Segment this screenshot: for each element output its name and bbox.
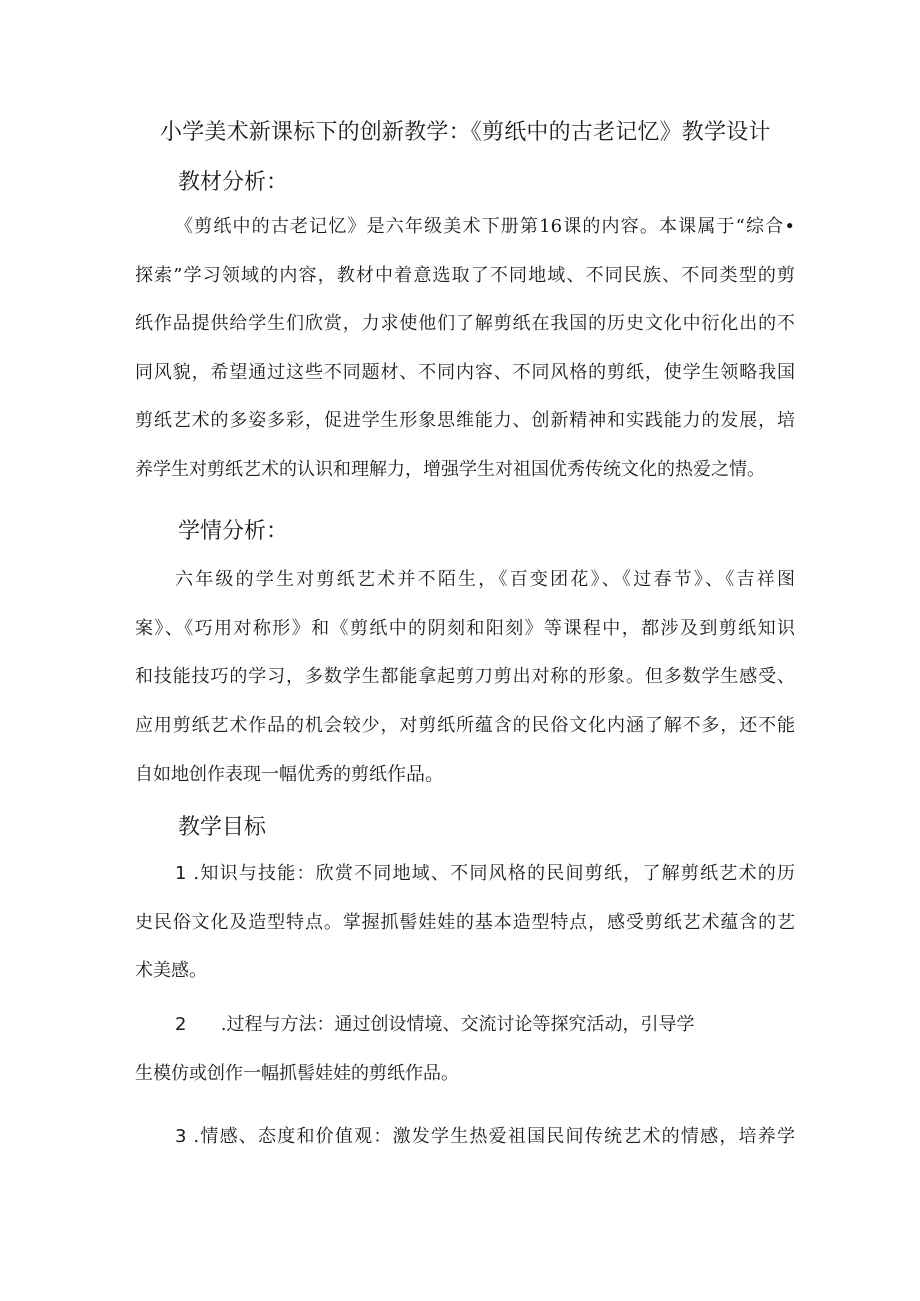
goal-number: 1 (175, 863, 187, 884)
text-line: 术美感。 (135, 960, 207, 981)
text-line: 史民俗文化及造型特点。掌握抓髻娃娃的基本造型特点，感受剪纸艺术蕴含的艺 (135, 911, 795, 933)
heading-teaching-goals: 教学目标 (178, 815, 267, 840)
goal-number: 3 (175, 1126, 187, 1147)
text-line (135, 1001, 735, 1050)
goal-number: 2 (175, 1014, 187, 1035)
text-line: 和技能技巧的学习，多数学生都能拿起剪刀剪出对称的形象。但多数学生感受、 (135, 666, 795, 687)
heading-student-analysis: 学情分析： (178, 519, 289, 544)
goal-item-3 (135, 1113, 795, 1162)
text-line: 生模仿或创作一幅抓髻娃娃的剪纸作品。 (135, 1062, 459, 1084)
goal-item-1 (135, 850, 795, 996)
text-line (135, 750, 795, 800)
text-line: 应用剪纸艺术作品的机会较少，对剪纸所蕴含的民俗文化内涵了解不多，还不能 (135, 714, 795, 736)
text-fragment: 作品。 (387, 763, 445, 785)
text-fragment: .过程与方法：通过创设情境、交流讨论等探究活动，引导学 (220, 1014, 695, 1035)
text-line: 探索”学习领域的内容，教材中着意选取了不同地域、不同民族、不同类型的剪 (135, 264, 795, 286)
document-title: 小学美术新课标下的创新教学：《剪纸中的古老记忆》教学设计 (160, 120, 771, 145)
text-line: 六年级的学生对剪纸艺术并不陌生，《百变团花》、《过春节》、《吉祥图 (175, 569, 795, 590)
text-fragment: .情感、态度和价值观：激发学生热爱祖国民间传统艺术的情感，培养学 (193, 1126, 795, 1147)
paragraph-student-analysis (135, 556, 795, 800)
text-fragment: 自如地创作表现一幅优秀的剪纸 (135, 764, 387, 785)
text-line: 纸作品提供给学生们欣赏，力求使他们了解剪纸在我国的历史文化中衍化出的不 (135, 313, 795, 334)
text-line: 《剪纸中的古老记忆》是六年级美术下册第16课的内容。本课属于“综合• (175, 216, 795, 237)
text-line: 剪纸艺术的多姿多彩，促进学生形象思维能力、创新精神和实践能力的发展，培 (135, 410, 795, 431)
text-line: 案》、《巧用对称形》和《剪纸中的阴刻和阳刻》等课程中，都涉及到剪纸知识 (135, 617, 795, 639)
text-line (135, 850, 795, 899)
text-fragment: .知识与技能：欣赏不同地域、不同风格的民间剪纸，了解剪纸艺术的历 (193, 863, 795, 884)
text-line: 养学生对剪纸艺术的认识和理解力，增强学生对祖国优秀传统文化的热爱之情。 (135, 458, 765, 480)
heading-textbook-analysis: 教材分析： (178, 170, 289, 195)
goal-item-2 (135, 1001, 735, 1098)
text-line: 同风貌，希望通过这些不同题材、不同内容、不同风格的剪纸，使学生领略我国 (135, 361, 795, 383)
paragraph-textbook-analysis (135, 203, 795, 494)
text-line (135, 1113, 795, 1162)
